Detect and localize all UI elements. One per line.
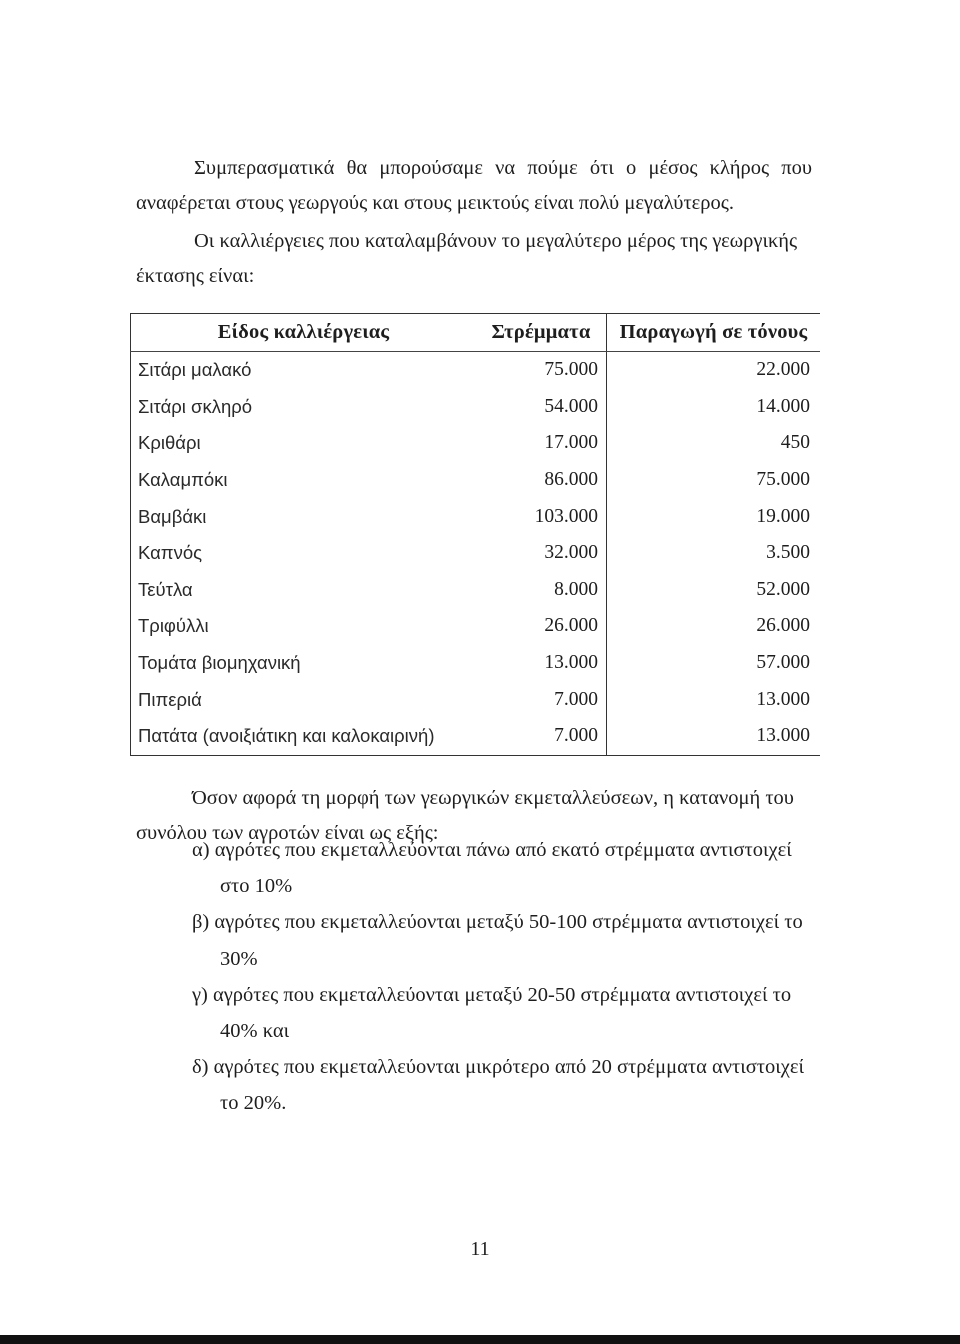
table-row (131, 608, 821, 645)
intro-paragraph-2: Οι καλλιέργειες που καταλαμβάνουν το μεγαλύτερο μέρος της γεωργικής έκτασης είναι: (136, 229, 798, 287)
cell-stremmata: 103.000 (476, 498, 607, 535)
table-row (131, 352, 821, 389)
cell-crop: Τριφύλλι (131, 608, 477, 645)
list-item (192, 904, 812, 976)
cell-production: 450 (780, 432, 810, 454)
cell-production: 57.000 (756, 652, 810, 674)
distribution-list (192, 832, 812, 1122)
cell-stremmata: 32.000 (476, 535, 607, 572)
cell-stremmata: 54.000 (476, 389, 607, 426)
table-row (131, 681, 821, 718)
list-item-line1: α) αγρότες που εκμεταλλεύονται πάνω από εκατό στρέμματα αντιστοιχεί (192, 839, 792, 861)
list-item-line1: γ) αγρότες που εκμεταλλεύονται μεταξύ 20-50 στρέμματα αντιστοιχεί το (192, 983, 792, 1006)
list-item-line2: στο 10% (220, 875, 293, 898)
list-item-line1: δ) αγρότες που εκμεταλλεύονται μικρότερο από 20 στρέμματα αντιστοιχεί (192, 1056, 804, 1079)
scan-border-divider (0, 1335, 960, 1344)
cell-crop: Τεύτλα (131, 572, 477, 609)
cell-stremmata: 75.000 (476, 352, 607, 389)
cell-stremmata: 26.000 (476, 608, 607, 645)
intro-paragraph-1: Συμπερασματικά θα μπορούσαμε να πούμε ότι ο μέσος κλήρος που αναφέρεται στους γεωργούς και στους μεικτούς είναι πολύ μεγαλύτερος. (136, 156, 812, 214)
cell-production: 26.000 (756, 615, 810, 637)
cell-crop: Πατάτα (ανοιξιάτικη και καλοκαιρινή) (131, 718, 477, 755)
cell-stremmata: 7.000 (476, 681, 607, 718)
cell-stremmata: 86.000 (476, 462, 607, 499)
page-number: 11 (470, 1238, 490, 1260)
cell-crop: Σιτάρι σκληρό (131, 389, 477, 426)
table-row (131, 718, 821, 755)
cell-production: 52.000 (756, 578, 810, 600)
header-crop-type: Είδος καλλιέργειας (131, 314, 477, 352)
list-item-line1: β) αγρότες που εκμεταλλεύονται μεταξύ 50-100 στρέμματα αντιστοιχεί το (192, 911, 803, 934)
list-item (192, 1049, 812, 1121)
list-item-line2: 40% και (220, 1020, 290, 1043)
cell-crop: Τομάτα βιομηχανική (131, 645, 477, 682)
distribution-paragraph: Όσον αφορά τη μορφή των γεωργικών εκμεταλλεύσεων, η κατανομή του συνόλου των αγροτών είναι ως εξής: (136, 786, 794, 844)
cell-crop: Βαμβάκι (131, 498, 477, 535)
cell-stremmata: 8.000 (476, 572, 607, 609)
table-row (131, 645, 821, 682)
cell-crop: Καπνός (131, 535, 477, 572)
table-row (131, 462, 821, 499)
cell-production: 75.000 (756, 469, 810, 491)
cell-crop: Καλαμπόκι (131, 462, 477, 499)
cell-production: 14.000 (756, 395, 810, 417)
table-row (131, 389, 821, 426)
list-item-line2: 30% (220, 947, 258, 970)
cell-stremmata: 13.000 (476, 645, 607, 682)
cell-production: 13.000 (607, 718, 821, 755)
cell-crop: Κριθάρι (131, 425, 477, 462)
header-stremmata: Στρέμματα (476, 314, 607, 352)
table-row (131, 572, 821, 609)
cell-crop: Σιτάρι μαλακό (131, 352, 477, 389)
table-row (131, 425, 821, 462)
header-production: Παραγωγή σε τόνους (607, 314, 821, 352)
cell-stremmata: 7.000 (476, 718, 607, 755)
list-item-line2: το 20%. (220, 1092, 287, 1115)
cell-production: 3.500 (766, 542, 810, 564)
cell-production: 22.000 (756, 359, 810, 381)
table-row (131, 535, 821, 572)
cell-production: 13.000 (756, 688, 810, 710)
crops-table (130, 313, 820, 756)
list-item (192, 977, 812, 1049)
cell-stremmata: 17.000 (476, 425, 607, 462)
cell-production: 19.000 (756, 505, 810, 527)
cell-crop: Πιπεριά (131, 681, 477, 718)
list-item (192, 832, 812, 904)
crops-table-container (130, 313, 820, 756)
table-header-row (131, 314, 821, 352)
table-row (131, 498, 821, 535)
